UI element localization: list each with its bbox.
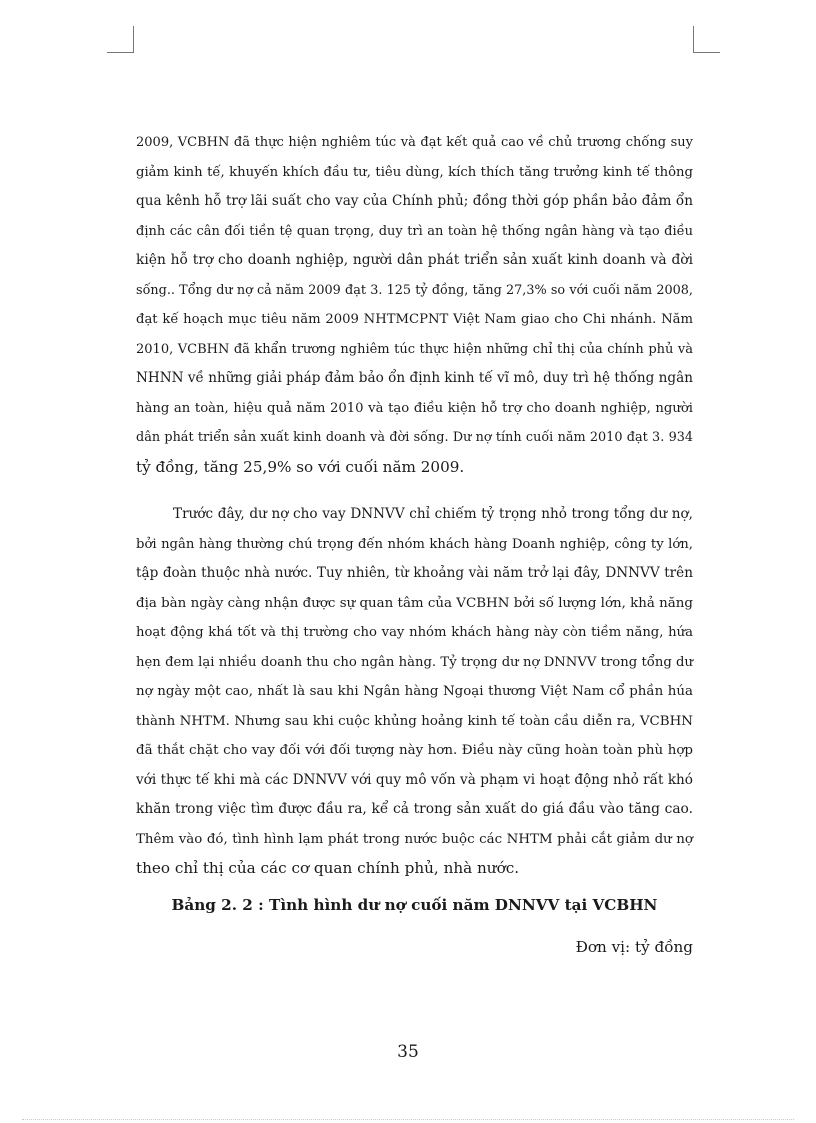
unit-label: Đơn vị: tỷ đồng: [575, 938, 693, 956]
text-line: giảm kinh tế, khuyến khích đầu tư, tiêu dùng, kích thích tăng trưởng kinh tế thông: [136, 164, 693, 180]
text-line: khăn trong việc tìm được đầu ra, kể cả trong sản xuất do giá đầu vào tăng cao.: [136, 801, 693, 817]
text-line: Thêm vào đó, tình hình lạm phát trong nước buộc các NHTM phải cắt giảm dư nợ: [136, 831, 693, 847]
text-line: hàng an toàn, hiệu quả năm 2010 và tạo điều kiện hỗ trợ cho doanh nghiệp, người: [136, 400, 693, 416]
text-line: theo chỉ thị của các cơ quan chính phủ, nhà nước.: [136, 859, 520, 877]
text-line: qua kênh hỗ trợ lãi suất cho vay của Chính phủ; đồng thời góp phần bảo đảm ổn: [136, 193, 693, 209]
text-line: bởi ngân hàng thường chú trọng đến nhóm khách hàng Doanh nghiệp, công ty lớn,: [136, 536, 693, 552]
text-line: 2010, VCBHN đã khẩn trương nghiêm túc thực hiện những chỉ thị của chính phủ và: [136, 341, 693, 357]
text-line: địa bàn ngày càng nhận được sự quan tâm của VCBHN bởi số lượng lớn, khả năng: [136, 595, 693, 611]
text-line: 2009, VCBHN đã thực hiện nghiêm túc và đạt kết quả cao về chủ trương chống suy: [136, 135, 693, 150]
text-line: tập đoàn thuộc nhà nước. Tuy nhiên, từ khoảng vài năm trở lại đây, DNNVV trên: [136, 565, 693, 581]
text-line: với thực tế khi mà các DNNVV với quy mô vốn và phạm vi hoạt động nhỏ rất khó: [136, 771, 693, 788]
paragraph-1: [136, 128, 693, 482]
text-line: sống.. Tổng dư nợ cả năm 2009 đạt 3. 125 tỷ đồng, tăng 27,3% so với cuối năm 2008,: [136, 282, 693, 298]
text-line: thành NHTM. Nhưng sau khi cuộc khủng hoảng kinh tế toàn cầu diễn ra, VCBHN: [136, 713, 693, 729]
text-line: kiện hỗ trợ cho doanh nghiệp, người dân phát triển sản xuất kinh doanh và đời: [136, 252, 693, 268]
text-line: hẹn đem lại nhiều doanh thu cho ngân hàng. Tỷ trọng dư nợ DNNVV trong tổng dư: [136, 654, 693, 670]
crop-mark-top-right: [693, 26, 720, 53]
text-line: tỷ đồng, tăng 25,9% so với cuối năm 2009.: [136, 457, 465, 476]
text-line: đã thắt chặt cho vay đối với đối tượng này hơn. Điều này cũng hoàn toàn phù hợp: [136, 743, 693, 758]
text-line: dân phát triển sản xuất kinh doanh và đời sống. Dư nợ tính cuối năm 2010 đạt 3. 934: [136, 430, 693, 445]
text-line: nợ ngày một cao, nhất là sau khi Ngân hàng Ngoại thương Việt Nam cổ phần húa: [136, 684, 693, 699]
table-caption: Bảng 2. 2 : Tình hình dư nợ cuối năm DNNVV tại VCBHN: [171, 896, 658, 914]
text-line: đạt kế hoạch mục tiêu năm 2009 NHTMCPNT Việt Nam giao cho Chi nhánh. Năm: [136, 312, 693, 327]
text-line: Trước đây, dư nợ cho vay DNNVV chỉ chiếm tỷ trọng nhỏ trong tổng dư nợ,: [173, 506, 693, 522]
crop-mark-top-left: [107, 26, 134, 53]
page-number: 35: [397, 1042, 419, 1062]
text-line: định các cân đối tiền tệ quan trọng, duy trì an toàn hệ thống ngân hàng và tạo điều: [136, 223, 693, 239]
text-line: NHNN về những giải pháp đảm bảo ổn định kinh tế vĩ mô, duy trì hệ thống ngân: [136, 370, 693, 386]
bottom-divider: [22, 1119, 794, 1120]
text-line: hoạt động khá tốt và thị trường cho vay nhóm khách hàng này còn tiềm năng, hứa: [136, 625, 693, 640]
paragraph-2: [136, 500, 693, 884]
